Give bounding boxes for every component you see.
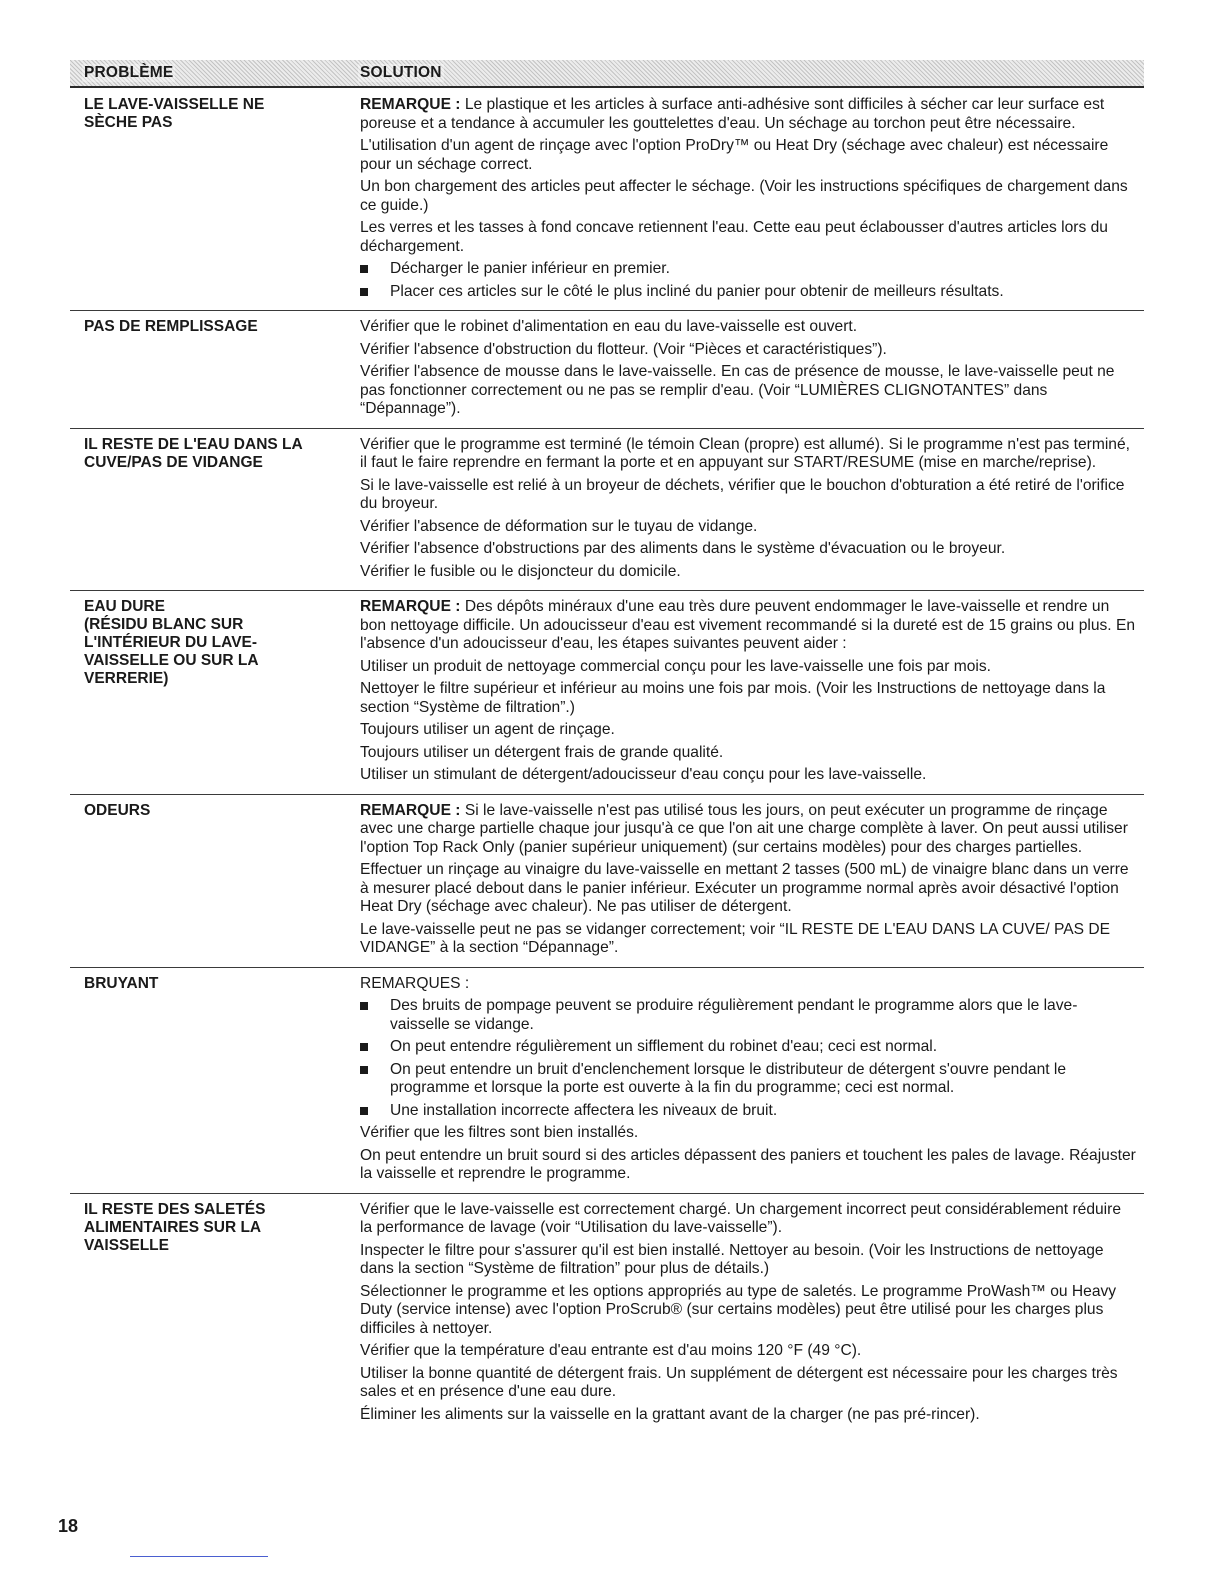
solution-paragraph xyxy=(360,1124,1136,1143)
solution-text: Éliminer les aliments sur la vaisselle en la grattant avant de la charger (ne pas pré-rincer). xyxy=(360,1405,980,1423)
solution-text: Vérifier que les filtres sont bien installés. xyxy=(360,1124,639,1141)
solution-paragraph xyxy=(360,219,1136,256)
solution-text: L'utilisation d'un agent de rinçage avec l'option ProDry™ ou Heat Dry (séchage avec chaleur) est nécessaire pour un séchage correct. xyxy=(360,137,1109,173)
note-label: REMARQUE : xyxy=(360,598,461,615)
solution-cell xyxy=(330,802,1144,962)
solution-text: Vérifier que le robinet d'alimentation en eau du lave-vaisselle est ouvert. xyxy=(360,318,858,335)
solution-paragraph xyxy=(360,1242,1136,1279)
page-number: 18 xyxy=(58,1516,79,1536)
footer-rule xyxy=(130,1556,268,1557)
solution-paragraph xyxy=(360,744,1136,763)
bullet-item xyxy=(360,997,1136,1034)
solution-paragraph xyxy=(360,1406,1136,1425)
bullet-text: On peut entendre régulièrement un sifflement du robinet d'eau; ceci est normal. xyxy=(390,1038,938,1055)
solution-text: Inspecter le filtre pour s'assurer qu'il est bien installé. Nettoyer au besoin. (Voir les Instructions de nettoyage dans la section “Système de filtration” pour plus de détails.) xyxy=(360,1241,1104,1277)
square-bullet-icon xyxy=(360,1102,390,1121)
solution-paragraph xyxy=(360,598,1136,654)
square-bullet-icon xyxy=(360,260,390,279)
bullet-item xyxy=(360,1102,1136,1121)
solution-text: Effectuer un rinçage au vinaigre du lave-vaisselle en mettant 2 tasses (500 mL) de vinaigre blanc dans un verre à mesurer placé debout dans le panier inférieur. Exécuter un programme normal après avoir désactivé l'option Heat Dry (séchage avec chaleur). Ne pas utiliser de détergent. xyxy=(360,861,1129,915)
solution-cell xyxy=(330,1201,1144,1429)
table-row xyxy=(70,310,1144,428)
solution-text: Toujours utiliser un agent de rinçage. xyxy=(360,721,615,738)
problem-title: IL RESTE DES SALETÉS ALIMENTAIRES SUR LA VAISSELLE xyxy=(84,1200,266,1254)
solution-text: Sélectionner le programme et les options appropriés au type de saletés. Le programme ProWash™ ou Heavy Duty (service intense) avec l'option ProScrub® (sur certains modèles) peut être utilisé pour les charges plus difficiles à nettoyer. xyxy=(360,1282,1117,1337)
solution-text: Vérifier que le programme est terminé (le témoin Clean (propre) est allumé). Si le programme n'est pas terminé, il faut le faire reprendre en fermant la porte et en appuyant sur START/RESUME (mise en marche/reprise). xyxy=(360,435,1130,471)
bullet-item xyxy=(360,283,1136,302)
bullet-text: On peut entendre un bruit d'enclenchement lorsque le distributeur de détergent s'ouvre pendant le programme et lorsque la porte est ouverte à la fin du programme; ceci est normal. xyxy=(390,1060,1067,1096)
solution-text: Vérifier l'absence de déformation sur le tuyau de vidange. xyxy=(360,517,758,535)
note-label: REMARQUE : xyxy=(360,801,461,819)
bullet-item xyxy=(360,260,1136,279)
solution-paragraph xyxy=(360,1283,1136,1339)
table-row xyxy=(70,590,1144,794)
solution-paragraph xyxy=(360,975,1136,994)
solution-paragraph xyxy=(360,137,1136,174)
solution-text: Nettoyer le filtre supérieur et inférieur au moins une fois par mois. (Voir les Instructions de nettoyage dans la section “Système de filtration”.) xyxy=(360,680,1106,716)
table-header xyxy=(70,60,1144,88)
troubleshooting-table xyxy=(70,89,1144,1433)
column-header-problem: PROBLÈME xyxy=(84,64,174,81)
solution-paragraph xyxy=(360,1201,1136,1238)
column-header-solution: SOLUTION xyxy=(360,64,442,81)
solution-paragraph xyxy=(360,518,1136,537)
bullet-text: Décharger le panier inférieur en premier. xyxy=(390,260,670,277)
solution-paragraph xyxy=(360,318,1136,337)
problem-cell xyxy=(70,96,330,305)
solution-text: Des dépôts minéraux d'une eau très dure peuvent endommager le lave-vaisselle et rendre un bon nettoyage difficile. Un adoucisseur d'eau est vivement recommandé si la dureté est de 15 grains ou plus. En l'absence d'un adoucisseur d'eau, les étapes suivantes peuvent aider : xyxy=(360,598,1136,652)
square-bullet-icon xyxy=(360,1038,390,1057)
solution-paragraph xyxy=(360,1342,1136,1361)
solution-paragraph xyxy=(360,1365,1136,1402)
solution-cell xyxy=(330,436,1144,586)
table-row xyxy=(70,1193,1144,1434)
problem-title: ODEURS xyxy=(84,801,151,819)
table-row xyxy=(70,428,1144,591)
solution-text: Le plastique et les articles à surface anti-adhésive sont difficiles à sécher car leur surface est poreuse et a tendance à accumuler les gouttelettes d'eau. Un séchage au torchon peut être nécessaire. xyxy=(360,96,1105,132)
solution-text: Vérifier que la température d'eau entrante est d'au moins 120 °F (49 °C). xyxy=(360,1342,862,1359)
bullet-text: Des bruits de pompage peuvent se produire régulièrement pendant le programme alors que le lave-vaisselle se vidange. xyxy=(390,997,1078,1033)
note-label: REMARQUE : xyxy=(360,96,461,113)
solution-text: Un bon chargement des articles peut affecter le séchage. (Voir les instructions spécifiques de chargement dans ce guide.) xyxy=(360,178,1128,214)
problem-cell xyxy=(70,318,330,423)
table-row xyxy=(70,794,1144,967)
solution-paragraph xyxy=(360,861,1136,917)
table-row xyxy=(70,967,1144,1193)
solution-text: REMARQUES : xyxy=(360,974,470,992)
table-row xyxy=(70,89,1144,310)
solution-text: Vérifier que le lave-vaisselle est correctement chargé. Un chargement incorrect peut considérablement réduire la performance de lavage (voir “Utilisation du lave-vaisselle”). xyxy=(360,1200,1122,1236)
solution-cell xyxy=(330,598,1144,789)
solution-cell xyxy=(330,975,1144,1188)
problem-title: LE LAVE-VAISSELLE NE SÈCHE PAS xyxy=(84,96,265,131)
solution-cell xyxy=(330,96,1144,305)
solution-text: Le lave-vaisselle peut ne pas se vidanger correctement; voir “IL RESTE DE L'EAU DANS LA CUVE/ PAS DE VIDANGE” à la section “Dépannage”. xyxy=(360,920,1111,956)
problem-title: PAS DE REMPLISSAGE xyxy=(84,318,258,335)
solution-paragraph xyxy=(360,477,1136,514)
solution-text: Utiliser un stimulant de détergent/adoucisseur d'eau conçu pour les lave-vaisselle. xyxy=(360,766,927,783)
solution-paragraph xyxy=(360,436,1136,473)
solution-text: Vérifier l'absence de mousse dans le lave-vaisselle. En cas de présence de mousse, le lave-vaisselle peut ne pas fonctionner correctement ou ne pas se remplir d'eau. (Voir “LUMIÈRES CLIGNOTANTES” dans “Dépannage”). xyxy=(360,363,1115,417)
problem-cell xyxy=(70,1201,330,1429)
problem-title: IL RESTE DE L'EAU DANS LA CUVE/PAS DE VIDANGE xyxy=(84,435,303,471)
solution-cell xyxy=(330,318,1144,423)
square-bullet-icon xyxy=(360,997,390,1034)
solution-paragraph xyxy=(360,921,1136,958)
solution-paragraph xyxy=(360,680,1136,717)
solution-paragraph xyxy=(360,658,1136,677)
solution-text: Si le lave-vaisselle n'est pas utilisé tous les jours, on peut exécuter un programme de rinçage avec une charge partielle chaque jour jusqu'à ce que l'on ait une charge complète à laver. On peut aussi utiliser l'option Top Rack Only (panier supérieur uniquement) (sur certains modèles) pour des charges partielles. xyxy=(360,801,1128,856)
solution-paragraph xyxy=(360,563,1136,582)
bullet-text: Placer ces articles sur le côté le plus incliné du panier pour obtenir de meilleurs résultats. xyxy=(390,282,1004,300)
bullet-item xyxy=(360,1038,1136,1057)
solution-text: On peut entendre un bruit sourd si des articles dépassent des paniers et touchent les pales de lavage. Réajuster la vaisselle et reprendre le programme. xyxy=(360,1146,1136,1182)
solution-text: Si le lave-vaisselle est relié à un broyeur de déchets, vérifier que le bouchon d'obturation a été retiré de l'orifice du broyeur. xyxy=(360,476,1125,512)
problem-cell xyxy=(70,802,330,962)
problem-cell xyxy=(70,436,330,586)
solution-paragraph xyxy=(360,721,1136,740)
problem-title: EAU DURE (RÉSIDU BLANC SUR L'INTÉRIEUR DU LAVE- VAISSELLE OU SUR LA VERRERIE) xyxy=(84,598,259,687)
solution-text: Vérifier le fusible ou le disjoncteur du domicile. xyxy=(360,562,681,580)
problem-cell xyxy=(70,598,330,789)
solution-paragraph xyxy=(360,363,1136,419)
square-bullet-icon xyxy=(360,283,390,302)
solution-paragraph xyxy=(360,1147,1136,1184)
solution-paragraph xyxy=(360,766,1136,785)
solution-paragraph xyxy=(360,540,1136,559)
bullet-text: Une installation incorrecte affectera les niveaux de bruit. xyxy=(390,1101,778,1119)
solution-paragraph xyxy=(360,341,1136,360)
solution-paragraph xyxy=(360,802,1136,858)
solution-paragraph xyxy=(360,178,1136,215)
solution-text: Toujours utiliser un détergent frais de grande qualité. xyxy=(360,743,724,761)
problem-cell xyxy=(70,975,330,1188)
solution-text: Les verres et les tasses à fond concave retiennent l'eau. Cette eau peut éclabousser d'autres articles lors du déchargement. xyxy=(360,219,1108,255)
solution-text: Utiliser un produit de nettoyage commercial conçu pour les lave-vaisselle une fois par mois. xyxy=(360,657,991,675)
bullet-item xyxy=(360,1061,1136,1098)
solution-paragraph xyxy=(360,96,1136,133)
problem-title: BRUYANT xyxy=(84,974,159,992)
square-bullet-icon xyxy=(360,1061,390,1098)
solution-text: Vérifier l'absence d'obstructions par des aliments dans le système d'évacuation ou le broyeur. xyxy=(360,540,1006,557)
solution-text: Utiliser la bonne quantité de détergent frais. Un supplément de détergent est nécessaire pour les charges très sales et en présence d'une eau dure. xyxy=(360,1364,1118,1400)
solution-text: Vérifier l'absence d'obstruction du flotteur. (Voir “Pièces et caractéristiques”). xyxy=(360,340,887,358)
